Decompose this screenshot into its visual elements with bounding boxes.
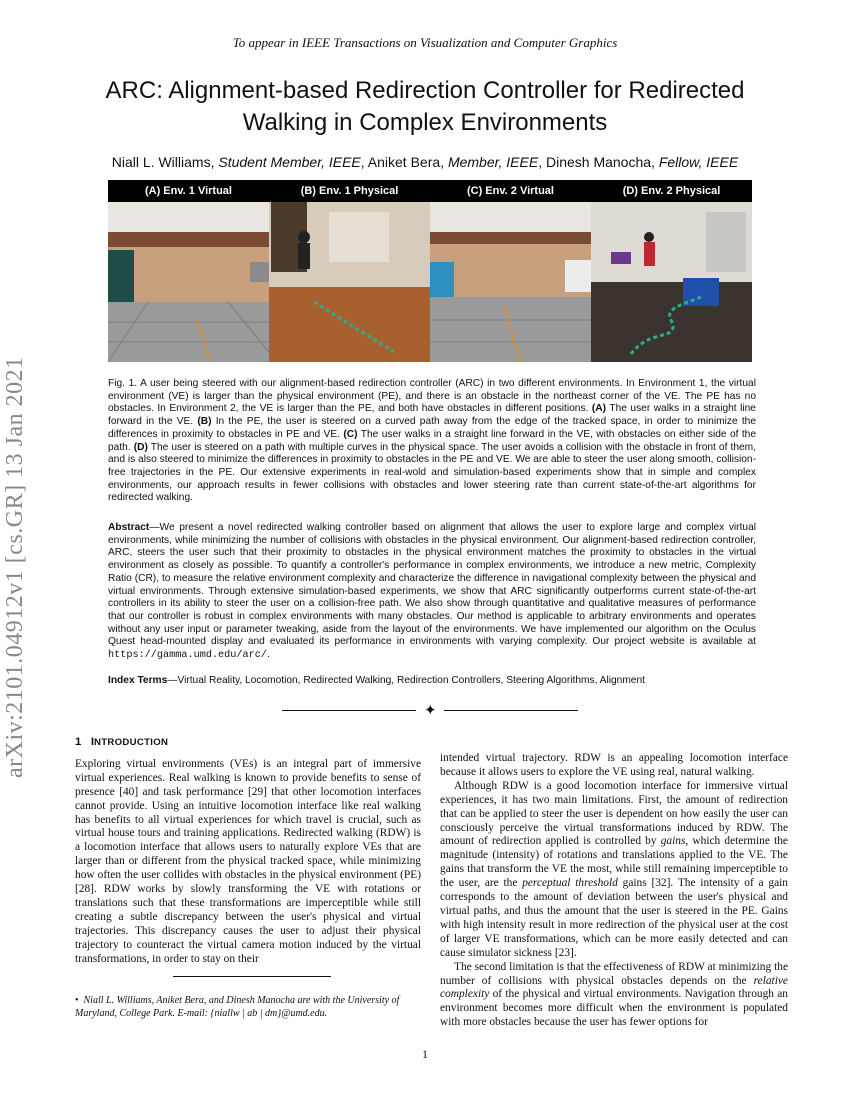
caption-text-d: The user is steered on a path with multiple curves in the physical space. The user avoids a collision with the obstacle in front of them, and is also steered to minimize the differences in proximity to obstacles in the PE and VE. We are able to steer the user along smooth, collision-free trajectories in the PE. Our extensive experiments in real-wold and simulation-based experiments show that in simple and complex environments, our approach results in fewer collisions with obstacles and lower steering rate than current state-of-the-art algorithms for redirected walking. <box>108 441 756 504</box>
paragraph: Exploring virtual environments (VEs) is an integral part of immersive virtual experiences. Real walking is known to provide benefits to sense of presence [40] and task performance [29] that other locomotion interfaces cannot provide. Using an intuitive locomotion interface like real walking has benefits to all virtual experiences for which travel is crucial, such as virtual house tours and training applications. Redirected walking (RDW) is a locomotion interface that allows users to naturally explore VEs that are larger than or different from the physical tracked space, while minimizing how often the user collides with obstacles in the physical environment (PE) [28]. RDW works by slowly transforming the VE with rotations or translations such that these transformations are imperceptible while still creating a subtle discrepancy between the user's physical and virtual trajectories. This discrepancy causes the user to adjust their physical trajectory to counteract the virtual camera motion induced by the virtual transformations, in order to stay on their <box>75 757 421 965</box>
author-name: Niall L. Williams, <box>111 154 215 170</box>
figure-caption <box>108 378 756 505</box>
arxiv-identifier[interactable]: arXiv:2101.04912v1 [cs.GR] 13 Jan 2021 <box>2 356 28 778</box>
section-title-first: I <box>90 736 95 748</box>
caption-text-b: In the PE, the user is steered on a curved path away from the edge of the tracked space, in order to minimize the differences in proximity to obstacles in PE and VE. <box>108 416 756 440</box>
paragraph-text: Although RDW is a good locomotion interface for immersive virtual experiences, it has two main limitations. First, the amount of redirection that can be applied to steer the user is dependent on how easily the user can consciously perceive the virtual transformations induced by RDW. The amount of redirection applied is controlled by <box>440 779 788 848</box>
author-name: , Dinesh Manocha, <box>538 154 655 170</box>
section-heading <box>75 736 421 750</box>
paragraph-text: gains [32]. The intensity of a gain corresponds to the amount of deviation between the user's physical and virtual paths, and thus the amount that the user is steered in the PE. Gains with high intensity result in more redirection of the physical user at the cost of larger VE transformations, which can be more easily detected and can cause simulator sickness [23]. <box>440 877 788 959</box>
separator-diamond-icon: ✦ <box>424 703 437 719</box>
author-line <box>80 154 770 170</box>
separator-line-right <box>444 710 578 711</box>
emphasis-perceptual-threshold: perceptual threshold <box>522 877 618 890</box>
index-terms-label: Index Terms <box>108 675 168 686</box>
author-affiliation: Student Member, IEEE <box>218 154 361 170</box>
running-head: To appear in IEEE Transactions on Visualization and Computer Graphics <box>232 35 618 50</box>
index-terms-text: —Virtual Reality, Locomotion, Redirected Walking, Redirection Controllers, Steering Algorithms, Alignment <box>167 675 645 686</box>
figure-panel-b <box>269 180 430 362</box>
paragraph <box>440 780 788 961</box>
caption-text-c: The user walks in a straight line forward in the VE, with obstacles on either side of the path. <box>108 428 757 453</box>
footnote-bullet: • <box>75 995 79 1006</box>
paragraph-text: of the physical and virtual environments. Navigation through an environment becomes more difficult when the environment is populated with more obstacles because the user has fewer options for <box>440 988 788 1029</box>
paragraph <box>440 961 788 1031</box>
section-separator <box>282 703 582 719</box>
section-number: 1 <box>75 736 82 748</box>
paper-title: ARC: Alignment-based Redirection Controller for Redirected Walking in Complex Environments <box>105 77 745 136</box>
abstract <box>108 522 756 663</box>
caption-label-c: (C) <box>343 428 358 440</box>
panel-label: (B) Env. 1 Physical <box>269 180 430 202</box>
author-affiliation: Member, IEEE <box>447 154 539 170</box>
caption-intro: Fig. 1. A user being steered with our alignment-based redirection controller (ARC) in two different environments. In Environment 1, the virtual environment (VE) is larger than the physical environment (PE), and there is an obstacle in the northeast corner of the VE. The PE has no obstacles. In Environment 2, the VE is larger than the PE, and both have obstacles in different positions. <box>108 378 756 415</box>
virtual-room-image <box>430 202 591 362</box>
panel-label: (A) Env. 1 Virtual <box>108 180 269 202</box>
virtual-room-image <box>108 202 269 362</box>
left-column <box>75 736 421 967</box>
separator-line-left <box>282 710 416 711</box>
section-title-rest: NTRODUCTION <box>94 737 169 748</box>
paragraph-text: The second limitation is that the effectiveness of RDW at minimizing the number of collisions with physical obstacles depends on the <box>440 960 788 987</box>
paragraph-text: , which determine the magnitude (intensity) of rotations and translations applied to the VE. The gains that transform the VE the most, while still remaining imperceptible to the user, are the <box>440 835 788 890</box>
emphasis-relative-complexity: relative complexity <box>440 974 788 1001</box>
footnote-rule <box>173 976 331 977</box>
figure-panel-c <box>430 180 591 362</box>
footnote-text: Niall L. Williams, Aniket Bera, and Dinesh Manocha are with the University of Maryland, College Park. E-mail: {niallw | ab | dm}@umd.edu. <box>75 995 400 1019</box>
author-name: , Aniket Bera, <box>360 154 445 170</box>
caption-label-a: (A) <box>591 403 607 415</box>
author-affiliation: Fellow, IEEE <box>658 154 739 170</box>
abstract-end: . <box>266 649 270 661</box>
project-website-link[interactable]: https://gamma.umd.edu/arc/ <box>108 650 267 662</box>
teaser-figure <box>108 180 753 362</box>
figure-panel-a <box>108 180 269 362</box>
figure-panel-d <box>591 180 752 362</box>
abstract-text: —We present a novel redirected walking controller based on alignment that allows the user to explore large and complex virtual environments, while minimizing the number of collisions with obstacles in the physical environment. Our alignment-based redirection controller, ARC, steers the user such that their proximity to obstacles in the physical environment matches the proximity to obstacles in the virtual environment as closely as possible. To quantify a controller's performance in complex environments, we introduce a new metric, Complexity Ratio (CR), to measure the relative environment complexity and characterize the difference in navigational complexity between the physical and virtual environments. Through extensive simulation-based experiments, we show that ARC significantly outperforms current state-of-the-art controllers in its ability to steer the user on a collision-free path. We also show through quantitative and qualitative measures of performance that our controller is robust in complex environments with many obstacles. Our method is applicable to arbitrary environments and operates without any user input or parameter tweaking, aside from the layout of the environments. We have implemented our algorithm on the Oculus Quest head-mounted display and evaluated its performance in environments with varying complexity. Our project website is available at <box>108 522 756 648</box>
physical-room-photo <box>591 202 752 362</box>
abstract-label: Abstract <box>108 522 150 533</box>
page-number: 1 <box>422 1047 428 1061</box>
right-column <box>440 752 788 1030</box>
caption-label-d: (D) <box>133 441 148 453</box>
panel-label: (C) Env. 2 Virtual <box>430 180 591 202</box>
paragraph: intended virtual trajectory. RDW is an appealing locomotion interface because it allows users to explore the VE using real, natural walking. <box>440 752 788 778</box>
footnote <box>75 995 421 1020</box>
emphasis-gains: gains <box>660 835 686 848</box>
caption-label-b: (B) <box>197 416 212 428</box>
panel-label: (D) Env. 2 Physical <box>591 180 752 202</box>
caption-text-a: The user walks in a straight line forward in the VE. <box>108 403 756 428</box>
index-terms <box>108 675 756 686</box>
physical-room-photo <box>269 202 430 362</box>
